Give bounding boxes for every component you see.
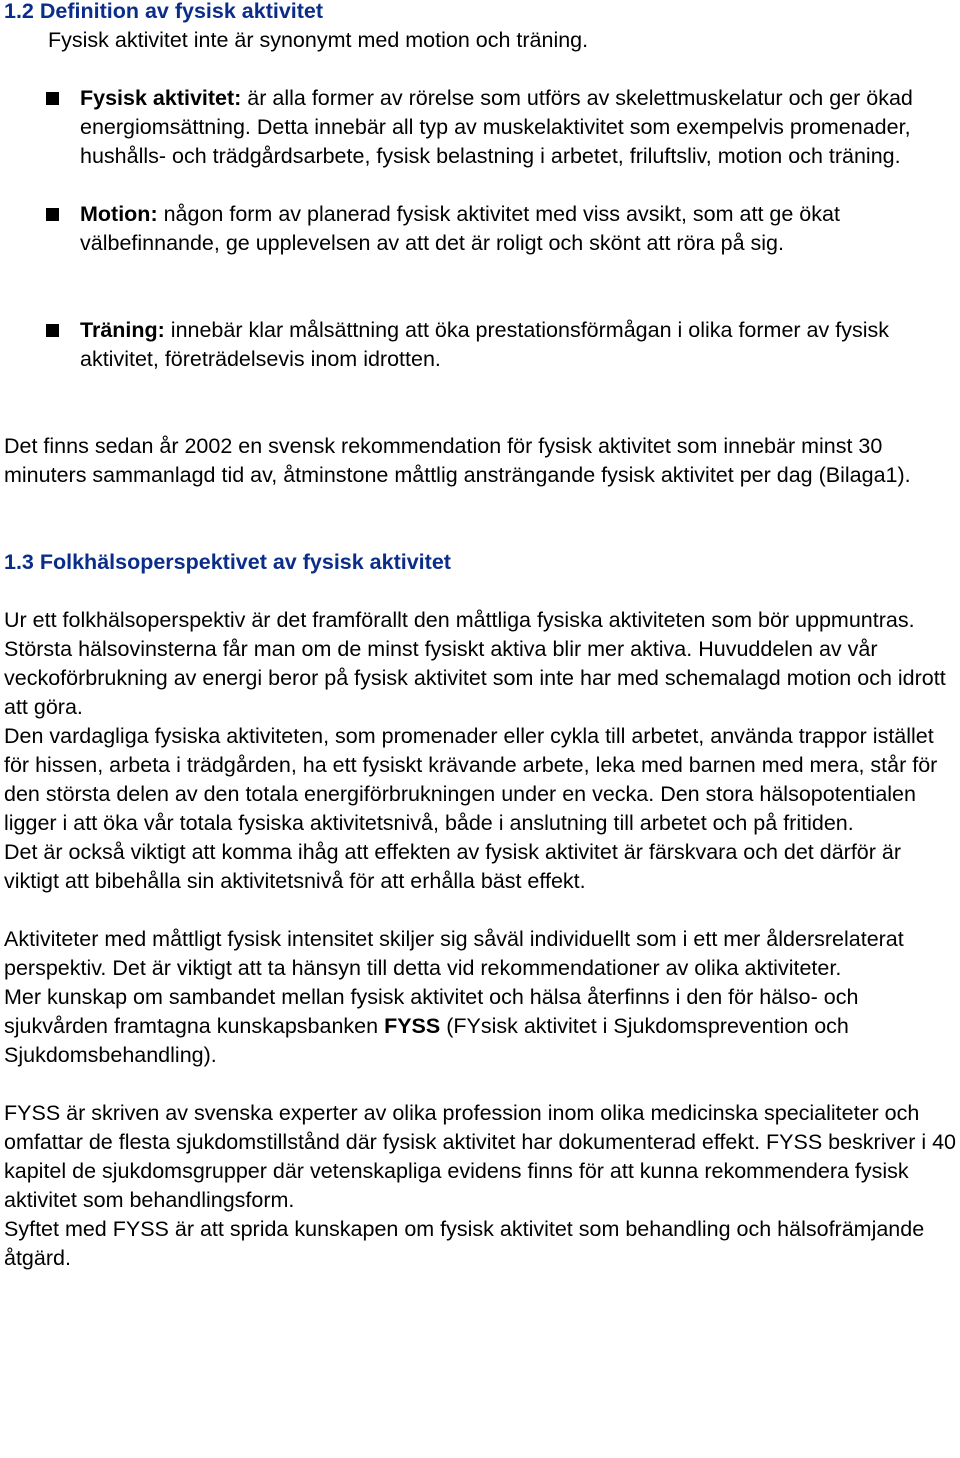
bullet-item-fysisk-aktivitet <box>4 84 958 171</box>
paragraph-farskvara: Det är också viktigt att komma ihåg att effekten av fysisk aktivitet är färskvara och det därför är viktigt att bibehålla sin aktivitetsnivå för att erhålla bäst effekt. <box>4 840 902 893</box>
bullet-text: innebär klar målsättning att öka prestationsförmågan i olika former av fysisk aktivitet, företrädelsevis inom idrotten. <box>80 318 889 371</box>
paragraph-intensitet: Aktiviteter med måttligt fysisk intensitet skiljer sig såväl individuellt som i ett mer åldersrelaterat perspektiv. Det är viktigt att ta hänsyn till detta vid rekommendationer av olika aktiviteter. <box>4 927 904 980</box>
bullet-text: är alla former av rörelse som utförs av skelettmuskelatur och ger ökad energiomsättning. Detta innebär all typ av muskelaktivitet som exempelvis promenader, hushålls- och trädgårdsarbete, fysisk belastning i arbetet, friluftsliv, motion och träning. <box>80 86 913 168</box>
paragraph-folkhalsoperspektiv: Ur ett folkhälsoperspektiv är det framförallt den måttliga fysiska aktiviteten som bör uppmuntras. Största hälsovinsterna får man om de minst fysiskt aktiva blir mer aktiva. Huvuddelen av vår veckoförbrukning av energi beror på fysisk aktivitet som inte har med schemalagd motion och idrott att göra. <box>4 608 946 719</box>
bullet-term: Träning: <box>80 318 165 342</box>
document-page <box>4 0 958 1273</box>
square-bullet-icon <box>46 324 59 337</box>
bullet-text: någon form av planerad fysisk aktivitet med viss avsikt, som att ge ökat välbefinnande, ge upplevelsen av att det är roligt och skönt att röra på sig. <box>80 202 840 255</box>
bullet-term: Motion: <box>80 202 158 226</box>
paragraph-kunskapsbank <box>4 983 958 1070</box>
fyss-text-after: (FYsisk aktivitet i Sjukdomsprevention och Sjukdomsbehandling). <box>4 1014 849 1067</box>
square-bullet-icon <box>46 92 59 105</box>
paragraph-vardaglig-aktivitet: Den vardagliga fysiska aktiviteten, som promenader eller cykla till arbetet, använda trappor istället för hissen, arbeta i trädgården, ha ett fysiskt krävande arbete, leka med barnen med mera, står för den största delen av den totala energiförbrukningen under en vecka. Den stora hälsopotentialen ligger i att öka vår totala fysiska aktivitetsnivå, både i anslutning till arbetet och på fritiden. <box>4 724 938 835</box>
paragraph-fyss-description: FYSS är skriven av svenska experter av olika profession inom olika medicinska specialiteter och omfattar de flesta sjukdomstillstånd där fysisk aktivitet har dokumenterad effekt. FYSS beskriver i 40 kapitel de sjukdomsgrupper där vetenskapliga evidens finns för att kunna rekommendera fysisk aktivitet som behandlingsform. <box>4 1101 956 1212</box>
paragraph-fyss-purpose: Syftet med FYSS är att sprida kunskapen om fysisk aktivitet som behandling och hälsofrämjande åtgärd. <box>4 1217 925 1270</box>
section-subheading: Fysisk aktivitet inte är synonymt med motion och träning. <box>48 28 589 52</box>
section-heading-1-2: 1.2 Definition av fysisk aktivitet <box>4 0 324 23</box>
fyss-text-before: Mer kunskap om sambandet mellan fysisk aktivitet och hälsa återfinns i den för hälso- och sjukvården framtagna kunskapsbanken <box>4 985 859 1038</box>
section-heading-1-3: 1.3 Folkhälsoperspektivet av fysisk aktivitet <box>4 550 451 574</box>
fyss-bold: FYSS <box>384 1014 441 1038</box>
bullet-term: Fysisk aktivitet: <box>80 86 242 110</box>
square-bullet-icon <box>46 208 59 221</box>
bullet-item-motion <box>4 200 958 258</box>
bullet-item-traning <box>4 316 958 374</box>
recommendation-paragraph: Det finns sedan år 2002 en svensk rekommendation för fysisk aktivitet som innebär minst 30 minuters sammanlagd tid av, åtminstone måttlig ansträngande fysisk aktivitet per dag (Bilaga1). <box>4 434 911 487</box>
